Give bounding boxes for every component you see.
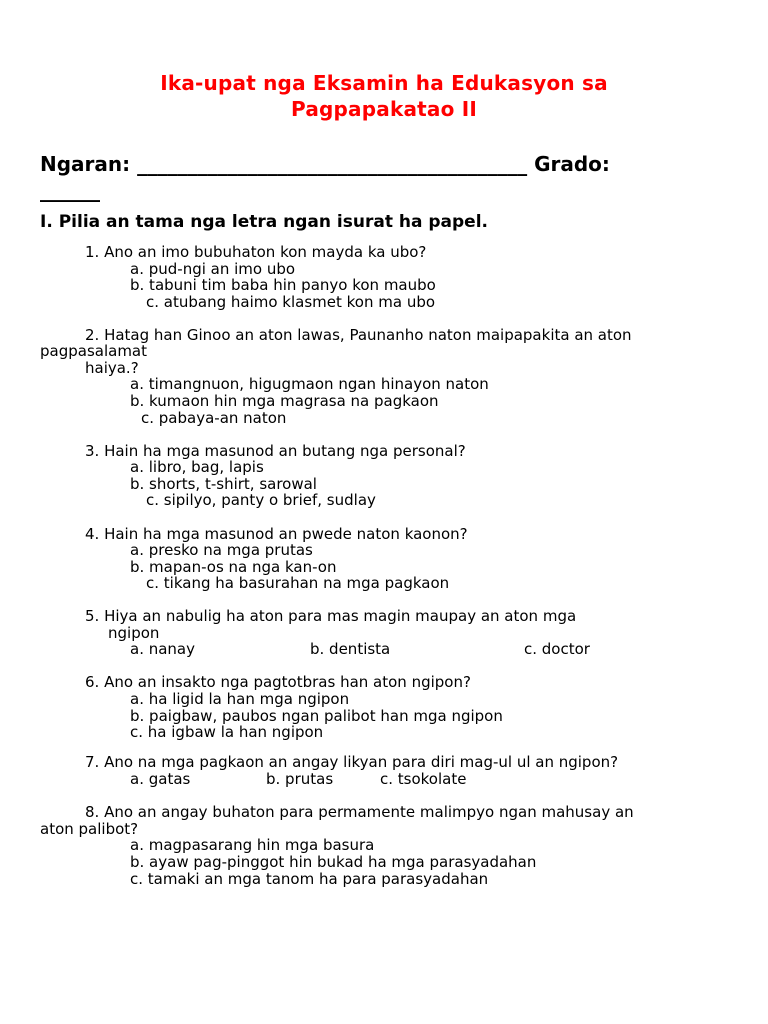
question-7-text: 7. Ano na mga pagkaon an angay likyan para diri mag-ul ul an ngipon? <box>85 753 619 771</box>
question-7-choice-a: a. gatas <box>130 770 191 788</box>
section-heading: I. Pilia an tama nga letra ngan isurat ha papel. <box>40 212 488 232</box>
question-1-choice-a: a. pud-ngi an imo ubo <box>130 260 296 278</box>
question-6-choice-c: c. ha igbaw la han ngipon <box>130 723 324 741</box>
question-4-choice-c: c. tikang ha basurahan na mga pagkaon <box>146 574 450 592</box>
question-7-choice-c: c. tsokolate <box>380 770 467 788</box>
question-8-text: 8. Ano an angay buhaton para permamente malimpyo ngan mahusay an <box>85 803 634 821</box>
question-4-choice-b: b. mapan-os na nga kan-on <box>130 558 337 576</box>
question-1-choice-b: b. tabuni tim baba hin panyo kon maubo <box>130 276 436 294</box>
question-7-choice-b: b. prutas <box>266 770 334 788</box>
question-3-text: 3. Hain ha mga masunod an butang nga personal? <box>85 442 466 460</box>
question-6-choice-b: b. paigbaw, paubos ngan palibot han mga ngipon <box>130 707 503 725</box>
question-2-choice-b: b. kumaon hin mga magrasa na pagkaon <box>130 392 439 410</box>
question-3-choice-a: a. libro, bag, lapis <box>130 458 264 476</box>
question-2-choice-c: c. pabaya-an naton <box>141 409 287 427</box>
question-5-text-cont: ngipon <box>108 624 160 642</box>
question-8-choice-c: c. tamaki an mga tanom ha para parasyadahan <box>130 870 489 888</box>
question-8-text-cont: aton palibot? <box>40 820 139 838</box>
question-1-choice-c: c. atubang haimo klasmet kon ma ubo <box>146 293 436 311</box>
question-2-choice-a: a. timangnuon, higugmaon ngan hinayon naton <box>130 375 489 393</box>
question-8-choice-a: a. magpasarang hin mga basura <box>130 836 375 854</box>
name-and-grade-line: Ngaran: _______________________________________ Grado: <box>40 152 610 176</box>
question-3-choice-b: b. shorts, t-shirt, sarowal <box>130 475 317 493</box>
question-8-choice-b: b. ayaw pag-pinggot hin bukad ha mga parasyadahan <box>130 853 537 871</box>
question-5-text: 5. Hiya an nabulig ha aton para mas magin maupay an aton mga <box>85 607 577 625</box>
question-2-text-cont-1: pagpasalamat <box>40 342 147 360</box>
exam-title-line-2: Pagpapakatao II <box>291 97 477 121</box>
question-5-choice-a: a. nanay <box>130 640 196 658</box>
question-3-choice-c: c. sipilyo, panty o brief, sudlay <box>146 491 376 509</box>
question-2-text: 2. Hatag han Ginoo an aton lawas, Paunanho naton maipapakita an aton <box>85 326 632 344</box>
grade-blank: ______ <box>40 178 100 202</box>
question-4-text: 4. Hain ha mga masunod an pwede naton kaonon? <box>85 525 468 543</box>
question-5-choice-c: c. doctor <box>524 640 590 658</box>
question-6-choice-a: a. ha ligid la han mga ngipon <box>130 690 350 708</box>
question-6-text: 6. Ano an insakto nga pagtotbras han aton ngipon? <box>85 673 471 691</box>
question-2-text-cont-2: haiya.? <box>85 359 139 377</box>
question-4-choice-a: a. presko na mga prutas <box>130 541 313 559</box>
question-5-choice-b: b. dentista <box>310 640 391 658</box>
exam-title-line-1: Ika-upat nga Eksamin ha Edukasyon sa <box>160 71 608 95</box>
question-1-text: 1. Ano an imo bubuhaton kon mayda ka ubo? <box>85 243 427 261</box>
